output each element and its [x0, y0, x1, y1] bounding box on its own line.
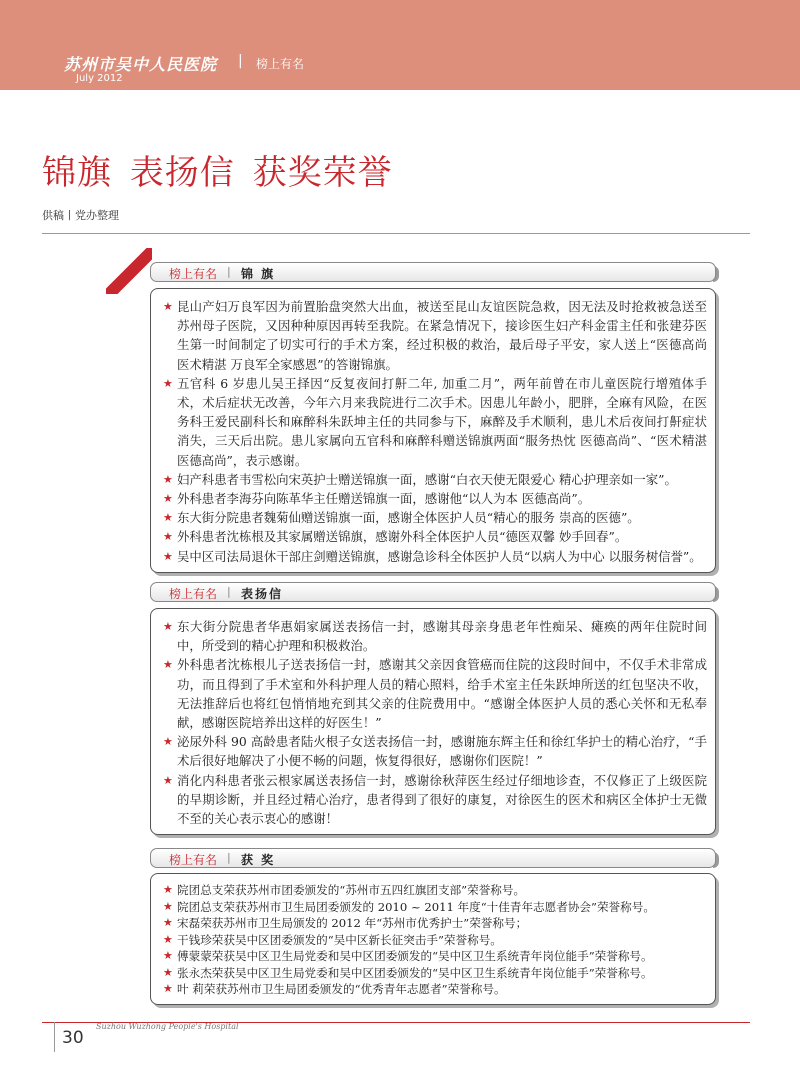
star-icon: ★	[163, 982, 173, 995]
list-item: ★ 外科患者沈栋根及其家属赠送锦旗，感谢外科全体医护人员“德医双馨 妙手回春”。	[163, 527, 707, 546]
list-item: ★ 张永杰荣获吴中区卫生局党委和吴中区团委颁发的“吴中区卫生系统青年岗位能手”荣誉称号。	[163, 965, 653, 980]
title-divider	[42, 233, 750, 234]
section-tab-title: 表扬信	[241, 587, 284, 601]
star-icon: ★	[163, 511, 173, 525]
section-tab-title: 获 奖	[241, 853, 276, 867]
list-item: ★ 院团总支荣获苏州市卫生局团委颁发的 2010 ~ 2011 年度“十佳青年志愿者协会”荣誉称号。	[163, 899, 655, 914]
section-box-banners	[150, 288, 716, 573]
list-item: ★ 傅蒙蒙荣获吴中区卫生局党委和吴中区团委颁发的“吴中区卫生系统青年岗位能手”荣誉称号。	[163, 949, 653, 963]
star-icon: ★	[163, 300, 173, 313]
section-tab-title: 锦 旗	[241, 267, 276, 281]
page-number: 30	[62, 1028, 84, 1048]
section-tab-letters	[150, 582, 716, 602]
section-tab-label: 榜上有名	[169, 853, 218, 867]
reward-ribbon	[106, 248, 152, 294]
list-item: ★ 消化内科患者张云根家属送表扬信一封，感谢徐秋萍医生经过仔细地诊查，不仅修正了上级医院的早期诊断，并且经过精心治疗，患者得到了很好的康复，对徐医生的医术和病区全体护士无微不至的关心表示衷心的感谢！	[163, 772, 707, 827]
list-item: ★ 干钱珍荣获吴中区团委颁发的“吴中区新长征突击手”荣誉称号。	[163, 932, 502, 947]
section-box-awards	[150, 873, 716, 1005]
star-icon: ★	[163, 658, 173, 672]
header-section: 榜上有名	[256, 57, 305, 71]
list-item: ★ 五官科 6 岁患儿吴王择因“反复夜间打鼾二年, 加重二月”，两年前曾在市儿童医院行增殖体手术，术后症状无改善，今年六月来我院进行二次手术。因患儿年龄小，肥胖，全麻有风险，在医务科王爱民副科长和麻醉科朱跃坤主任的共同参与下，麻醉及手术顺利，患儿术后夜间打鼾症状消失，三天后出院。患儿家属向五官科和麻醉科赠送锦旗两面“服务热忱 医德高尚”、“医术精湛 医德高尚”，表示感谢。	[163, 375, 707, 468]
page-title: 锦旗 表扬信 获奖荣誉	[42, 153, 393, 193]
header-separator: |	[238, 53, 243, 69]
star-icon: ★	[163, 549, 173, 563]
list-item: ★ 昆山产妇万良军因为前置胎盘突然大出血，被送至昆山友谊医院急救，因无法及时抢救被急送至苏州母子医院，又因种种原因再转至我院。在紧急情况下，接诊医生妇产科金雷主任和张建芬医生第一时间制定了切实可行的手术方案，经过积极的救治，最后母子平安，家人送上“医德高尚 医术精湛 万良军全家感恩”的答谢锦旗。	[163, 299, 707, 372]
star-icon: ★	[163, 376, 173, 390]
list-item: ★ 吴中区司法局退休干部庄剑赠送锦旗，感谢急诊科全体医护人员“以病人为中心 以服务树信誉”。	[163, 547, 707, 566]
section-tab-separator: |	[227, 585, 231, 598]
reward-ribbon-band	[106, 248, 152, 294]
list-item: ★ 院团总支荣获苏州市团委颁发的“苏州市五四红旗团支部”荣誉称号。	[163, 883, 526, 897]
section-tab-banners	[150, 262, 716, 282]
star-icon: ★	[163, 899, 173, 913]
footer-hospital-name: Suzhou Wuzhong People's Hospital	[96, 1022, 239, 1031]
list-item: ★ 东大街分院患者魏菊仙赠送锦旗一面，感谢全体医护人员“精心的服务 崇高的医德”。	[163, 508, 707, 527]
star-icon: ★	[163, 932, 173, 946]
star-icon: ★	[163, 916, 173, 929]
list-item: ★ 外科患者沈栋根儿子送表扬信一封，感谢其父亲因食管癌而住院的这段时间中，不仅手术非常成功，而且得到了手术室和外科护理人员的精心照料，给手术室主任朱跃坤所送的红包坚决不收，无法推辞后也将红包悄悄地充到其父亲的住院费用中。“感谢全体医护人员的悉心关怀和无私奉献，感谢医院培养出这样的好医生！”	[163, 657, 707, 731]
star-icon: ★	[163, 883, 173, 896]
list-item: ★ 宋磊荣获苏州市卫生局颁发的 2012 年“苏州市优秀护士”荣誉称号；	[163, 916, 528, 930]
header-band	[0, 0, 800, 90]
article-credit: 供稿丨党办整理	[42, 209, 119, 222]
section-box-letters	[150, 608, 716, 835]
section-tab-awards	[150, 848, 716, 868]
star-icon: ★	[163, 949, 173, 962]
star-icon: ★	[163, 530, 173, 544]
list-item: ★ 妇产科患者韦雪松向宋英护士赠送锦旗一面，感谢“白衣天使无限爱心 精心护理亲如一家”。	[163, 470, 707, 489]
list-item: ★ 东大街分院患者华惠娟家属送表扬信一封，感谢其母亲身患老年性痴呆、瘫痪的两年住院时间中，所受到的精心护理和积极救治。	[163, 619, 707, 654]
star-icon: ★	[163, 492, 173, 506]
section-tab-separator: |	[227, 265, 231, 278]
list-item: ★ 叶 莉荣获苏州市卫生局团委颁发的“优秀青年志愿者”荣誉称号。	[163, 982, 506, 996]
hospital-name: 苏州市吴中人民医院	[64, 55, 218, 74]
star-icon: ★	[163, 773, 173, 787]
star-icon: ★	[163, 472, 173, 486]
section-tab-label: 榜上有名	[169, 267, 218, 281]
section-tab-separator: |	[227, 851, 231, 864]
list-item: ★ 外科患者李海芬向陈革华主任赠送锦旗一面，感谢他“以人为本 医德高尚”。	[163, 489, 707, 508]
header-date: July 2012	[76, 73, 123, 84]
section-tab-label: 榜上有名	[169, 587, 218, 601]
star-icon: ★	[163, 735, 173, 749]
star-icon: ★	[163, 965, 173, 979]
footer-divider	[54, 1022, 55, 1052]
list-item: ★ 泌尿外科 90 高龄患者陆火根子女送表扬信一封，感谢施东辉主任和徐红华护士的精心治疗，“手术后很好地解决了小便不畅的问题，恢复得很好，感谢你们医院！”	[163, 734, 707, 769]
star-icon: ★	[163, 620, 173, 633]
